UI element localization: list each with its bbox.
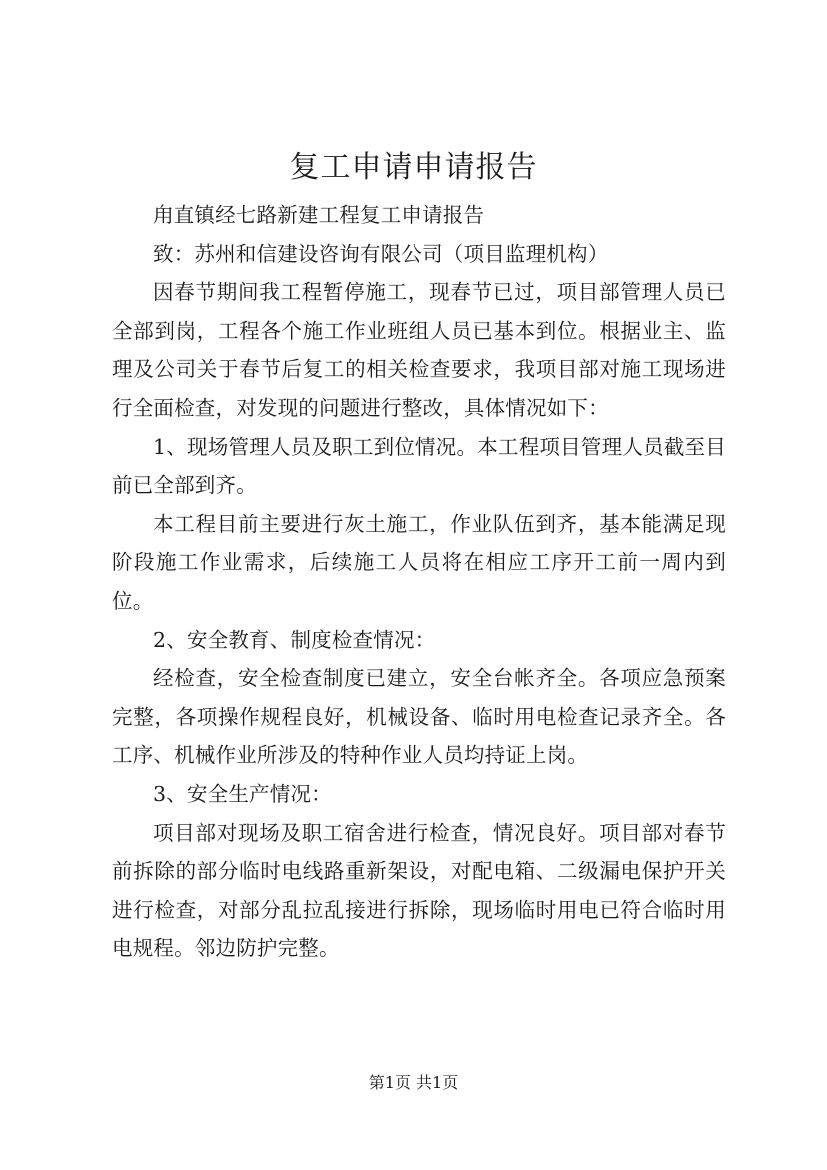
document-title: 复工申请申请报告 [289, 150, 538, 185]
paragraph-item-1: 1、现场管理人员及职工到位情况。本工程项目管理人员截至目前已全部到齐。 [112, 434, 726, 498]
document-body [112, 196, 726, 968]
paragraph-item-1-detail: 本工程目前主要进行灰土施工，作业队伍到齐，基本能满足现阶段施工作业需求，后续施工人员将在相应工序开工前一周内到位。 [112, 511, 726, 613]
paragraph-intro: 因春节期间我工程暂停施工，现春节已过，项目部管理人员已全部到岗，工程各个施工作业班组人员已基本到位。根据业主、监理及公司关于春节后复工的相关检查要求，我项目部对施工现场进行全面检查，对发现的问题进行整改，具体情况如下： [112, 280, 726, 420]
paragraph-project-title: 甪直镇经七路新建工程复工申请报告 [153, 203, 485, 227]
paragraph-item-3: 3、安全生产情况： [153, 781, 332, 806]
paragraph-item-3-detail: 项目部对现场及职工宿舍进行检查，情况良好。项目部对春节前拆除的部分临时电线路重新架设，对配电箱、二级漏电保护开关进行检查，对部分乱拉乱接进行拆除，现场临时用电已符合临时用电规程。邻边防护完整。 [112, 820, 726, 961]
paragraph-item-2-detail: 经检查，安全检查制度已建立，安全台帐齐全。各项应急预案完整，各项操作规程良好，机械设备、临时用电检查记录齐全。各工序、机械作业所涉及的特种作业人员均持证上岗。 [112, 666, 726, 768]
page-number-footer: 第1页 共1页 [368, 1073, 459, 1092]
paragraph-item-2: 2、安全教育、制度检查情况： [153, 627, 436, 652]
paragraph-addressee: 致：苏州和信建设咨询有限公司（项目监理机构） [153, 241, 609, 266]
